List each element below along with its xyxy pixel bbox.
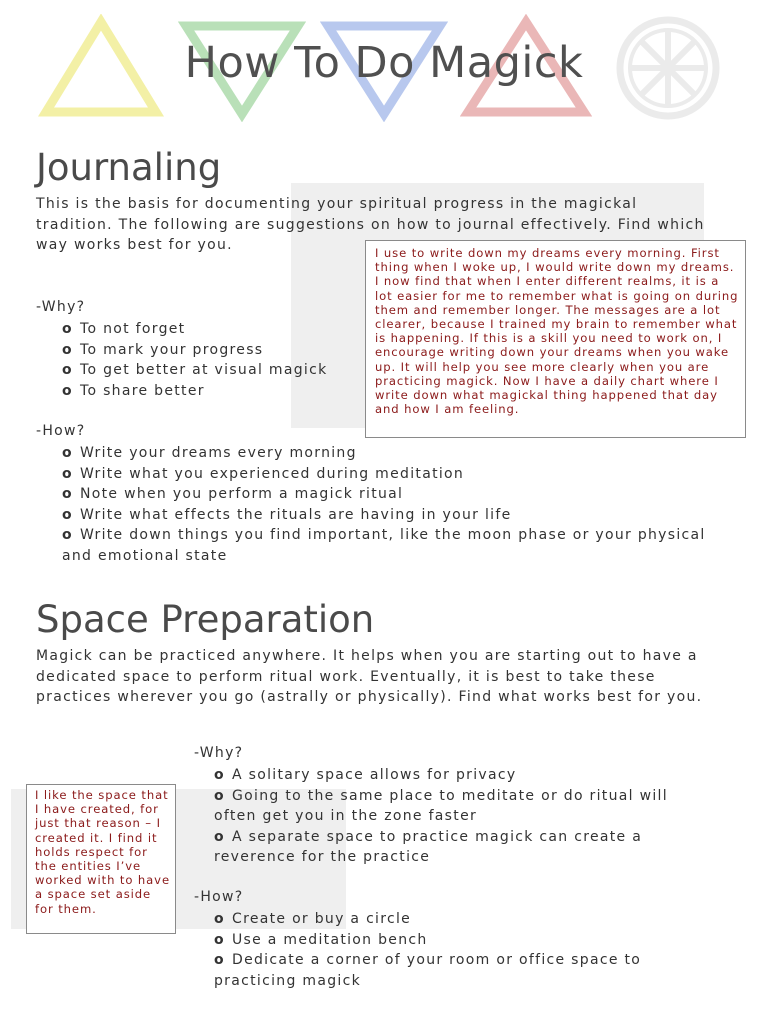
bullet-icon: o <box>62 341 73 358</box>
list-item: o To get better at visual magick <box>62 360 328 381</box>
bullet-icon: o <box>62 506 73 523</box>
bullet-icon: o <box>214 931 225 948</box>
bullet-icon: o <box>62 382 73 399</box>
page-title: How To Do Magick <box>184 38 584 88</box>
journaling-why-list <box>62 319 328 401</box>
list-item: o Write what effects the rituals are having in your life <box>62 505 712 526</box>
list-item: o A separate space to practice magick can create a reverence for the practice <box>214 828 643 866</box>
journaling-intro: This is the basis for documenting your spiritual progress in the magickal tradition. The following are suggestions on how to journal effectively. Find which way works best for you. <box>36 196 705 254</box>
bullet-icon: o <box>62 321 73 337</box>
bullet-icon: o <box>214 767 225 783</box>
bullet-icon: o <box>214 828 225 845</box>
list-item: o Dedicate a corner of your room or office space to practicing magick <box>214 952 642 989</box>
list-item: o Write your dreams every morning <box>62 443 712 464</box>
bullet-icon: o <box>62 465 73 482</box>
list-item: o To mark your progress <box>62 340 328 361</box>
list-item: o To not forget <box>62 319 328 340</box>
space-preparation-heading: Space Preparation <box>36 598 375 641</box>
journaling-heading: Journaling <box>36 146 222 189</box>
space-note: I like the space that I have created, for just that reason – I created it. I find it holds respect for the entities I’ve worked with to have a space set aside for them. <box>26 784 176 934</box>
list-item: o A solitary space allows for privacy <box>214 765 694 786</box>
space-how-label: -How? <box>194 889 244 905</box>
journaling-note: I use to write down my dreams every morning. First thing when I woke up, I would write down my dreams. I now find that when I enter different realms, it is a lot easier for me to remember what is going on during them and remember longer. The messages are a lot clearer, because I trained my brain to remember what is happening. If this is a skill you need to work on, I encourage writing down your dreams when you wake up. It will help you see more clearly when you are practicing magick. Now I have a daily chart where I write down what magickal thing happened that day and how I am feeling. <box>365 240 746 438</box>
list-item: o Use a meditation bench <box>214 930 694 951</box>
bullet-icon: o <box>214 911 225 927</box>
list-item: o Create or buy a circle <box>214 909 694 930</box>
list-item: o To share better <box>62 381 328 402</box>
bullet-icon: o <box>62 486 73 503</box>
bullet-icon: o <box>214 952 225 969</box>
journaling-how-list <box>62 443 712 567</box>
space-why-label: -Why? <box>194 745 244 761</box>
space-how-list <box>214 909 694 991</box>
bullet-icon: o <box>62 362 73 379</box>
space-preparation-intro: Magick can be practiced anywhere. It helps when you are starting out to have a dedicated space to perform ritual work. Eventually, it is best to take these practices wherever you go (astrally or physically). Find what works best for you. <box>36 648 703 706</box>
space-why-list <box>214 765 694 868</box>
list-item: o Note when you perform a magick ritual <box>62 484 712 505</box>
bullet-icon: o <box>62 527 73 544</box>
bullet-icon: o <box>214 787 225 804</box>
journaling-why-label: -Why? <box>36 299 86 315</box>
list-item: o Write what you experienced during meditation <box>62 464 712 485</box>
list-item: o Going to the same place to meditate or do ritual will often get you in the zone faster <box>214 787 668 825</box>
journaling-how-label: -How? <box>36 423 86 439</box>
list-item: o Write down things you find important, like the moon phase or your physical and emotional state <box>62 527 706 564</box>
bullet-icon: o <box>62 445 73 461</box>
